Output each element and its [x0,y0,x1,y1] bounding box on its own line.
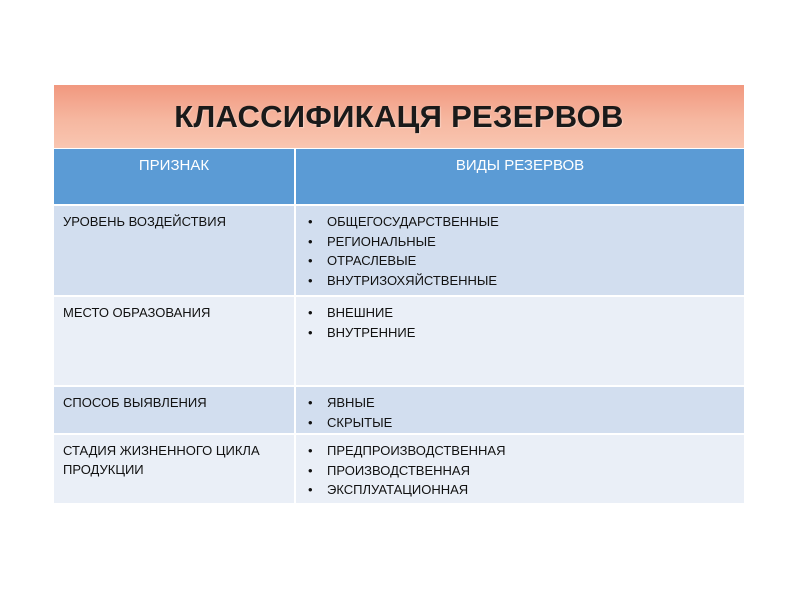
header-criterion: ПРИЗНАК [54,149,295,205]
reserve-types-cell [295,296,744,386]
reserve-types-list [306,393,744,432]
table-row [54,296,744,386]
criterion-cell [54,205,295,296]
reserve-types-list [306,441,744,500]
title-banner [54,85,744,148]
criterion-label: УРОВЕНЬ ВОЗДЕЙСТВИЯ [63,214,226,229]
criterion-cell [54,434,295,504]
reserve-types-cell [295,205,744,296]
table-row [54,205,744,296]
criterion-label: МЕСТО ОБРАЗОВАНИЯ [63,305,211,320]
list-item: • ВНЕШНИЕ [306,303,744,323]
list-item: • ВНУТРИЗОХЯЙСТВЕННЫЕ [306,271,744,291]
reserve-types-list [306,212,744,290]
table-header-row [54,149,744,205]
criterion-cell [54,296,295,386]
list-item: • РЕГИОНАЛЬНЫЕ [306,232,744,252]
reserve-types-cell [295,386,744,434]
list-item: • ПРЕДПРОИЗВОДСТВЕННАЯ [306,441,744,461]
list-item: • ОБЩЕГОСУДАРСТВЕННЫЕ [306,212,744,232]
list-item: • СКРЫТЫЕ [306,413,744,433]
header-reserve-types: ВИДЫ РЕЗЕРВОВ [295,149,744,205]
reserve-types-list [306,303,744,342]
list-item: • ВНУТРЕННИЕ [306,323,744,343]
reserve-types-cell [295,434,744,504]
list-item: • ОТРАСЛЕВЫЕ [306,251,744,271]
table-row [54,434,744,504]
slide-title: КЛАССИФИКАЦЯ РЕЗЕРВОВ [174,98,624,134]
criterion-cell [54,386,295,434]
classification-table [54,149,744,505]
table-row [54,386,744,434]
list-item: • ЯВНЫЕ [306,393,744,413]
list-item: • ЭКСПЛУАТАЦИОННАЯ [306,480,744,500]
criterion-label: СТАДИЯ ЖИЗНЕННОГО ЦИКЛА ПРОДУКЦИИ [63,443,260,477]
list-item: • ПРОИЗВОДСТВЕННАЯ [306,461,744,481]
criterion-label: СПОСОБ ВЫЯВЛЕНИЯ [63,395,207,410]
